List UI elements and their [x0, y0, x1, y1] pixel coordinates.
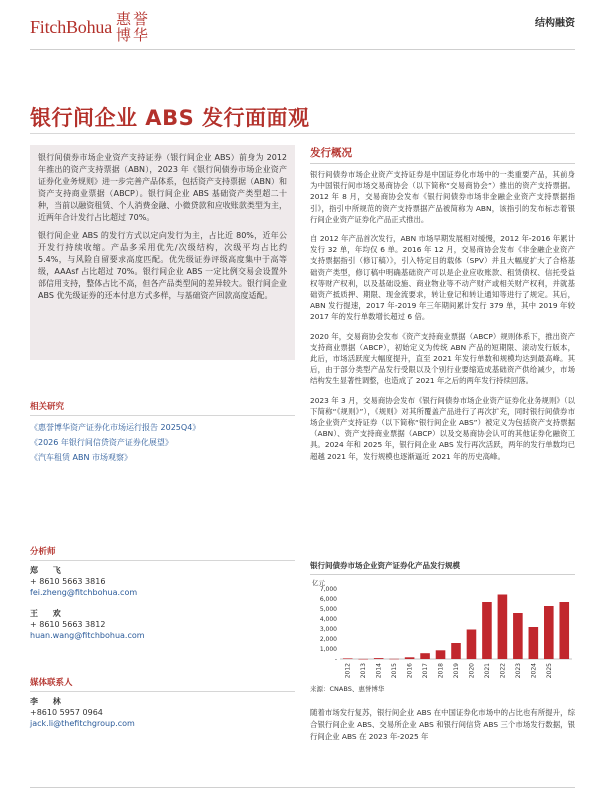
media-contact-section — [30, 676, 295, 729]
y-tick-label: 2,000 — [319, 636, 337, 643]
related-research-heading: 相关研究 — [30, 402, 65, 412]
media-contact-email[interactable]: jack.li@thefitchgroup.com — [30, 719, 135, 728]
bottom-paragraph: 随着市场发行复苏，银行间企业 ABS 在中国证券化市场中的占比也有所提升，综合银行间企业 ABS、交易所企业 ABS 和银行间信贷 ABS 三个市场发行数据，银行间企业 ABS 在 2023 年-2025 年 — [310, 708, 575, 741]
overview-paragraph-1: 银行间债券市场企业资产支持证券是中国证券化市场中的一类重要产品，其前身为中国银行间市场交易商协会（以下简称“交易商协会”）推出的资产支持票据。2012 年 8 月，交易商协会发布《银行间债券市场非金融企业资产支持票据指引》，指引中所规范的资产支持票据产品被简称为 ABN，该指引的发布标志着银行间企业资产证券化产品正式推出。 — [310, 170, 575, 224]
section-tag: 结构融资 — [535, 18, 575, 29]
y-tick-label: 6,000 — [319, 596, 337, 603]
footer-divider — [30, 787, 575, 788]
y-tick-label: - — [334, 656, 337, 663]
related-research — [30, 400, 295, 465]
bar — [529, 627, 539, 659]
overview-heading: 发行概况 — [310, 147, 352, 159]
overview-paragraph-3: 2020 年，交易商协会发布《资产支持商业票据（ABCP）规则体系下，推出资产支持商业票据（ABCP），初始定义为传统 ABN 产品的短期限、滚动发行版本，此后，市场活跃度大幅度提升，直至 2021 年发行单数和规模均达到最高峰。其后，由于部分类型产品发行受限以及个别行业要缩造成基础资产供给减少，市场结构发生显著性调整，也造成了 2021 年之后的两年发行持续回落。 — [310, 331, 575, 386]
media-contact-card — [30, 696, 295, 729]
bar — [343, 658, 353, 659]
page-header — [30, 8, 575, 44]
x-tick-label: 2016 — [406, 663, 414, 679]
x-tick-label: 2020 — [468, 663, 476, 679]
x-tick-label: 2018 — [437, 663, 445, 679]
bar — [389, 659, 399, 660]
analyst-card — [30, 565, 295, 598]
y-tick-label: 5,000 — [319, 606, 337, 613]
x-tick-label: 2012 — [344, 663, 352, 679]
logo-seal-line2: 博华 — [116, 26, 151, 44]
related-research-link[interactable]: 《2026 年银行间信贷资产证券化展望》 — [30, 438, 173, 447]
page-title: 银行间企业 ABS 发行面面观 — [30, 106, 310, 130]
media-divider — [30, 691, 295, 692]
bottom-text — [310, 707, 575, 742]
media-contact-heading: 媒体联系人 — [30, 678, 73, 688]
analyst-email[interactable]: huan.wang@fitchbohua.com — [30, 631, 145, 640]
logo-wordmark: FitchBohua — [30, 16, 112, 37]
x-tick-label: 2017 — [422, 663, 430, 679]
related-research-link[interactable]: 《汽车租赁 ABN 市场观察》 — [30, 453, 133, 462]
bar — [436, 650, 446, 659]
x-tick-label: 2015 — [391, 663, 399, 679]
analyst-email[interactable]: fei.zheng@fitchbohua.com — [30, 588, 138, 597]
summary-paragraph-1: 银行间债券市场企业资产支持证券（银行间企业 ABS）前身为 2012 年推出的资产支持票据（ABN），2023 年《银行间债券市场企业资产证券化业务规则》进一步完善产品体系，包括资产支持票据（ABN）和资产支持商业票据（ABCP）。银行间企业 ABS 基础资产类型超二十种，当前以融资租赁、个人消费金融、小微贷款和应收账款类型为主，近两年合计发行占比超过 70%。 — [38, 153, 287, 222]
summary-box — [30, 145, 295, 360]
y-tick-label: 1,000 — [319, 646, 337, 653]
bar — [498, 595, 508, 660]
right-column — [310, 145, 575, 462]
bar — [513, 613, 523, 659]
issuance-chart — [310, 560, 575, 700]
y-axis-label: 亿元 — [312, 579, 325, 587]
summary-paragraph-2: 银行间企业 ABS 的发行方式以定向发行为主，占比近 80%，近年公开发行持续收缩。产品多采用优先/次级结构，次级平均占比约 5.4%，与风险自留要求高度匹配。优先级证券评级高度集中于高等级，AAAsf 占比超过 70%。银行间企业 ABS 一定比例交易会设置外部信用支持，整体占比不高，但各产品类型间的差异较大。银行间企业 ABS 优先级证券的还本付息方式多样，与基础资产回款高度适配。 — [38, 231, 287, 300]
left-column — [30, 145, 295, 360]
x-tick-label: 2023 — [514, 663, 522, 679]
bar — [374, 658, 384, 659]
analyst-phone: + 8610 5663 3816 — [30, 577, 106, 586]
x-tick-label: 2013 — [360, 663, 368, 679]
bar — [420, 653, 430, 659]
related-research-link[interactable]: 《惠誉博华资产证券化市场运行报告 2025Q4》 — [30, 423, 201, 432]
bar — [482, 602, 492, 659]
bar — [559, 602, 569, 659]
analysts-divider — [30, 560, 295, 561]
chart-plot — [310, 575, 575, 683]
header-divider — [30, 49, 575, 50]
analyst-name: 王 欢 — [30, 609, 67, 618]
x-tick-label: 2024 — [530, 663, 538, 679]
x-tick-label: 2022 — [499, 663, 507, 679]
analysts-heading: 分析师 — [30, 547, 56, 557]
chart-title: 银行间债券市场企业资产证券化产品发行规模 — [310, 561, 460, 570]
related-divider — [30, 415, 295, 416]
media-contact-name: 李 林 — [30, 697, 67, 706]
y-tick-label: 4,000 — [319, 616, 337, 623]
bar — [451, 643, 461, 659]
bar — [358, 659, 368, 660]
y-tick-label: 3,000 — [319, 626, 337, 633]
analyst-name: 郑 飞 — [30, 566, 67, 575]
logo-seal-line1: 惠誉 — [116, 10, 151, 28]
overview-paragraph-4: 2023 年 3 月，交易商协会发布《银行间债券市场企业资产证券化业务规则》（以下简称“《规则》”），《规则》对其所覆盖产品进行了再次扩充，同时银行间债券市场企业资产支持证券（以下简称“银行间企业 ABS”）被定义为包括资产支持票据（ABN）、资产支持商业票据（ABCP）以及交易商协会认可的其他证券化融资工具。2024 年和 2025 年，银行间企业 ABS 发行再次活跃，两年的发行单数均已超越 2021 年，发行规模也逐渐逼近 2021 年的历史高峰。 — [310, 395, 575, 461]
overview-divider — [310, 163, 575, 164]
x-tick-label: 2019 — [453, 663, 460, 679]
x-tick-label: 2014 — [375, 663, 383, 679]
x-tick-label: 2025 — [545, 663, 553, 679]
analyst-card — [30, 608, 295, 641]
overview-paragraph-2: 自 2012 年产品首次发行，ABN 市场早期发展相对缓慢，2012 年-2016 年累计发行 32 单，年均仅 6 单。2016 年 12 月，交易商协会发布《非金融企业资产支持票据指引（修订稿）》，引入特定目的载体（SPV）并且大幅度扩大了合格基础资产类型，修订稿中明确基础资产可以是企业应收账款、租赁债权、信托受益权等财产权利，以及基础设施、商业物业等不动产财产或相关财产权利，并就基础资产抵质押、期限、现金流要求，转让登记和转让通知等进行了规定。其后，ABN 发行提速，2017 年-2019 年三年期间累计发行 379 单，其中 2019 年较 2017 年的发行单数增长超过 6 倍。 — [310, 234, 575, 322]
bar — [467, 630, 477, 660]
related-research-list — [30, 420, 295, 465]
logo-seal — [116, 10, 156, 44]
bar — [544, 606, 554, 659]
analysts-section — [30, 545, 295, 641]
title-divider — [30, 133, 575, 134]
y-tick-label: 7,000 — [319, 586, 337, 593]
fitchbohua-logo — [30, 10, 156, 44]
bar — [405, 657, 415, 659]
x-tick-label: 2021 — [483, 663, 491, 679]
analyst-phone: + 8610 5663 3812 — [30, 620, 106, 629]
media-contact-phone: +8610 5957 0964 — [30, 708, 103, 717]
chart-source: 来源：CNABS、惠誉博华 — [310, 685, 385, 693]
